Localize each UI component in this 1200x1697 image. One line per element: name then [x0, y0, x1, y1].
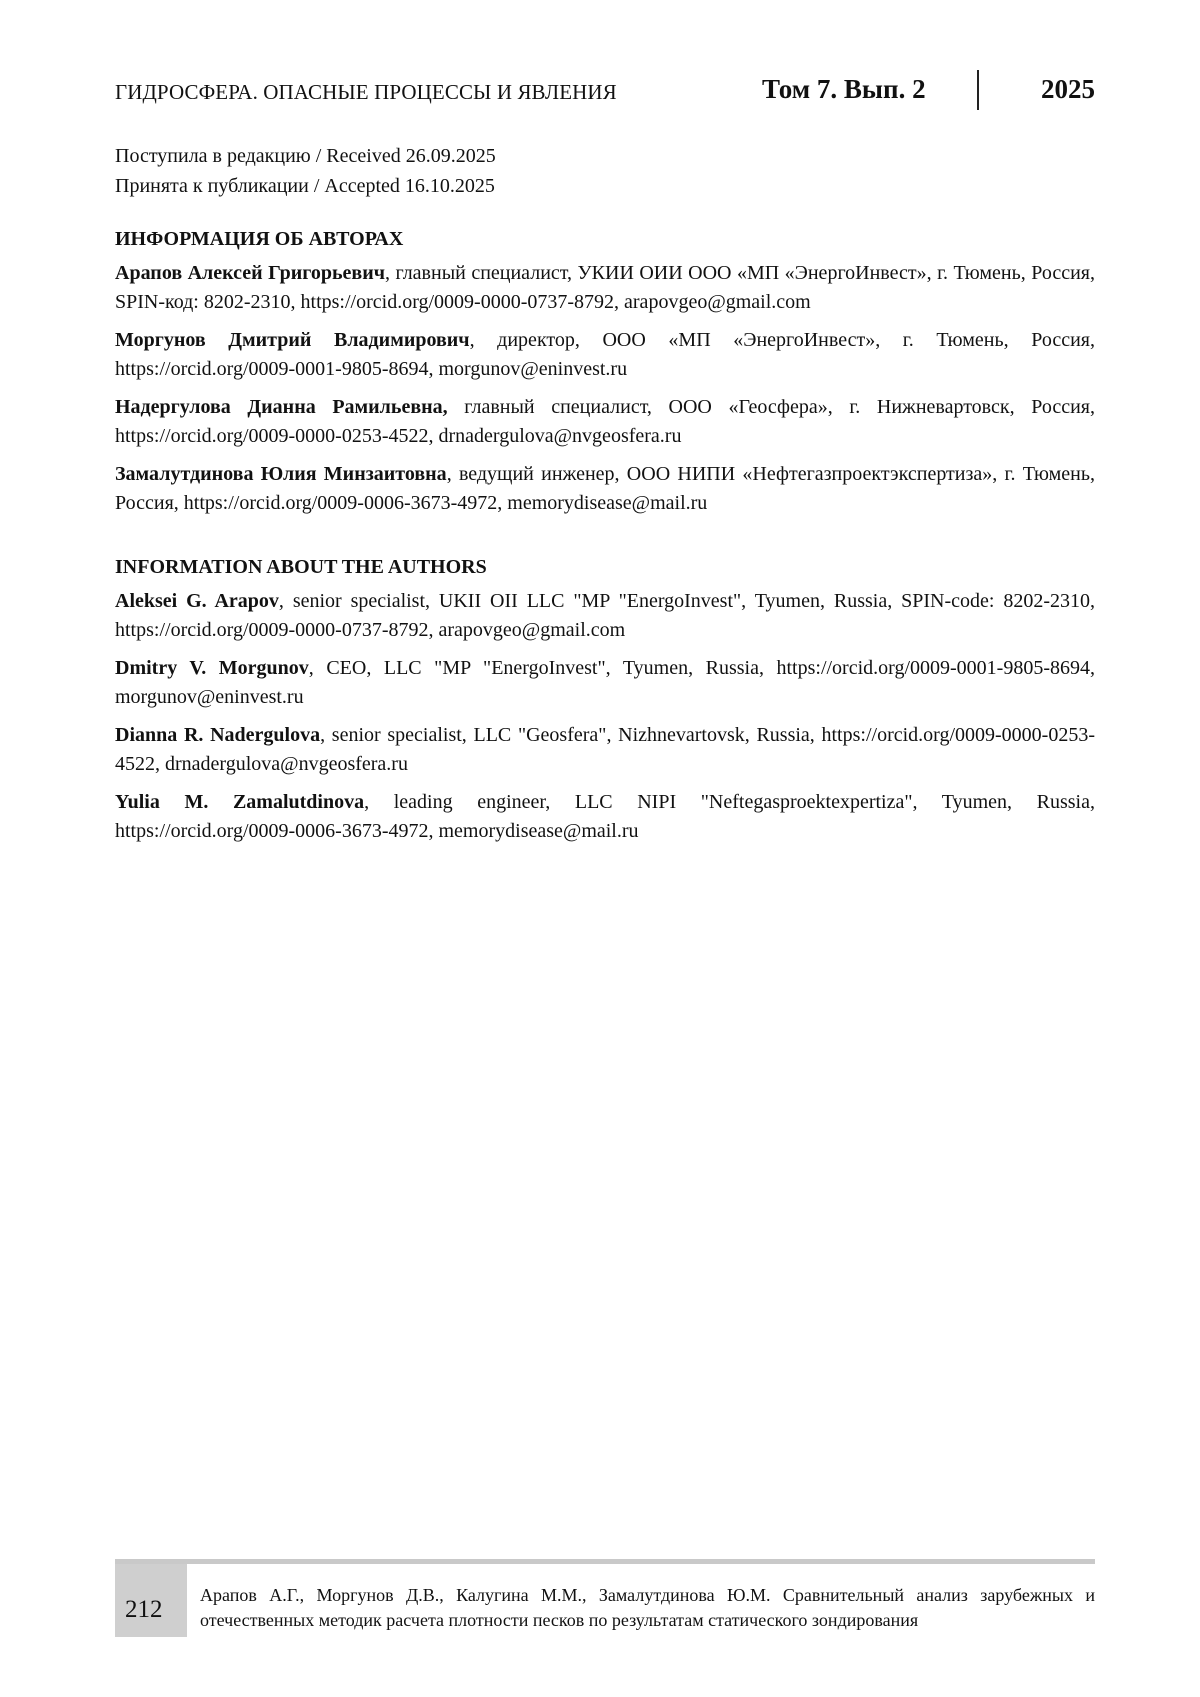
footer-rule — [115, 1559, 1095, 1564]
author-name: Dmitry V. Morgunov — [115, 657, 309, 679]
running-footer — [115, 1559, 1095, 1641]
author-name: Замалутдинова Юлия Минзаитовна — [115, 463, 447, 485]
publication-year: 2025 — [1041, 74, 1095, 104]
author-details: , senior specialist, LLC "Geosfera", Nizhnevartovsk, Russia, https://orcid.org/0009-0000-0253-4522, drnadergulova@nvgeosfera.ru — [115, 724, 1096, 775]
author-details: , CEO, LLC "MP "EnergoInvest", Tyumen, Russia, https://orcid.org/0009-0001-9805-8694, morgunov@eninvest.ru — [115, 657, 1095, 708]
author-details: , директор, ООО «МП «ЭнергоИнвест», г. Тюмень, Россия, https://orcid.org/0009-0001-9805-8694, morgunov@eninvest.ru — [115, 329, 1095, 380]
volume-issue: Том 7. Вып. 2 — [762, 74, 926, 104]
author-entry — [115, 259, 1095, 317]
author-entry — [115, 788, 1095, 846]
author-name: Надергулова Дианна Рамильевна, — [115, 396, 448, 418]
submission-dates — [115, 141, 496, 201]
footer-citation: Арапов А.Г., Моргунов Д.В., Калугина М.М., Замалутдинова Ю.М. Сравнительный анализ зарубежных и отечественных методик расчета плотности песков по результатам статического зондирования — [200, 1585, 1095, 1630]
authors-info-en — [115, 553, 1095, 855]
page-number: 212 — [125, 1596, 163, 1623]
author-entry — [115, 393, 1095, 451]
author-name: Моргунов Дмитрий Владимирович — [115, 329, 470, 351]
author-details: , главный специалист, УКИИ ОИИ ООО «МП «ЭнергоИнвест», г. Тюмень, Россия, SPIN-код: 8202-2310, https://orcid.org/0009-0000-0737-8792, arapovgeo@gmail.com — [115, 262, 1096, 313]
received-date: Поступила в редакцию / Received 26.09.2025 — [115, 145, 496, 167]
author-details: , senior specialist, UKII OII LLC "MP "EnergoInvest", Tyumen, Russia, SPIN-code: 8202-2310, https://orcid.org/0009-0000-0737-8792, arapovgeo@gmail.com — [115, 590, 1095, 641]
author-entry — [115, 654, 1095, 712]
page-number-box — [115, 1564, 187, 1637]
author-name: Aleksei G. Arapov — [115, 590, 279, 612]
journal-title: ГИДРОСФЕРА. ОПАСНЫЕ ПРОЦЕССЫ И ЯВЛЕНИЯ — [115, 80, 617, 104]
section-title-en: INFORMATION ABOUT THE AUTHORS — [115, 556, 487, 578]
author-name: Арапов Алексей Григорьевич — [115, 262, 386, 284]
accepted-date: Принята к публикации / Accepted 16.10.2025 — [115, 175, 495, 197]
author-entry — [115, 460, 1095, 518]
author-entry — [115, 326, 1095, 384]
authors-info-ru — [115, 225, 1095, 527]
running-header — [115, 70, 1095, 114]
author-details: , ведущий инженер, ООО НИПИ «Нефтегазпроектэкспертиза», г. Тюмень, Россия, https://orcid.org/0009-0006-3673-4972, memorydisease@mail.ru — [115, 463, 1095, 514]
author-entry — [115, 587, 1095, 645]
section-title-ru: ИНФОРМАЦИЯ ОБ АВТОРАХ — [115, 228, 404, 250]
author-name: Dianna R. Nadergulova — [115, 724, 321, 746]
author-details: , leading engineer, LLC NIPI "Neftegasproektexpertiza", Tyumen, Russia, https://orcid.org/0009-0006-3673-4972, memorydisease@mail.ru — [115, 791, 1095, 842]
author-entry — [115, 721, 1095, 779]
author-details: главный специалист, ООО «Геосфера», г. Нижневартовск, Россия, https://orcid.org/0009-0000-0253-4522, drnadergulova@nvgeosfera.ru — [115, 396, 1095, 447]
header-separator — [977, 70, 979, 110]
author-name: Yulia M. Zamalutdinova — [115, 791, 365, 813]
